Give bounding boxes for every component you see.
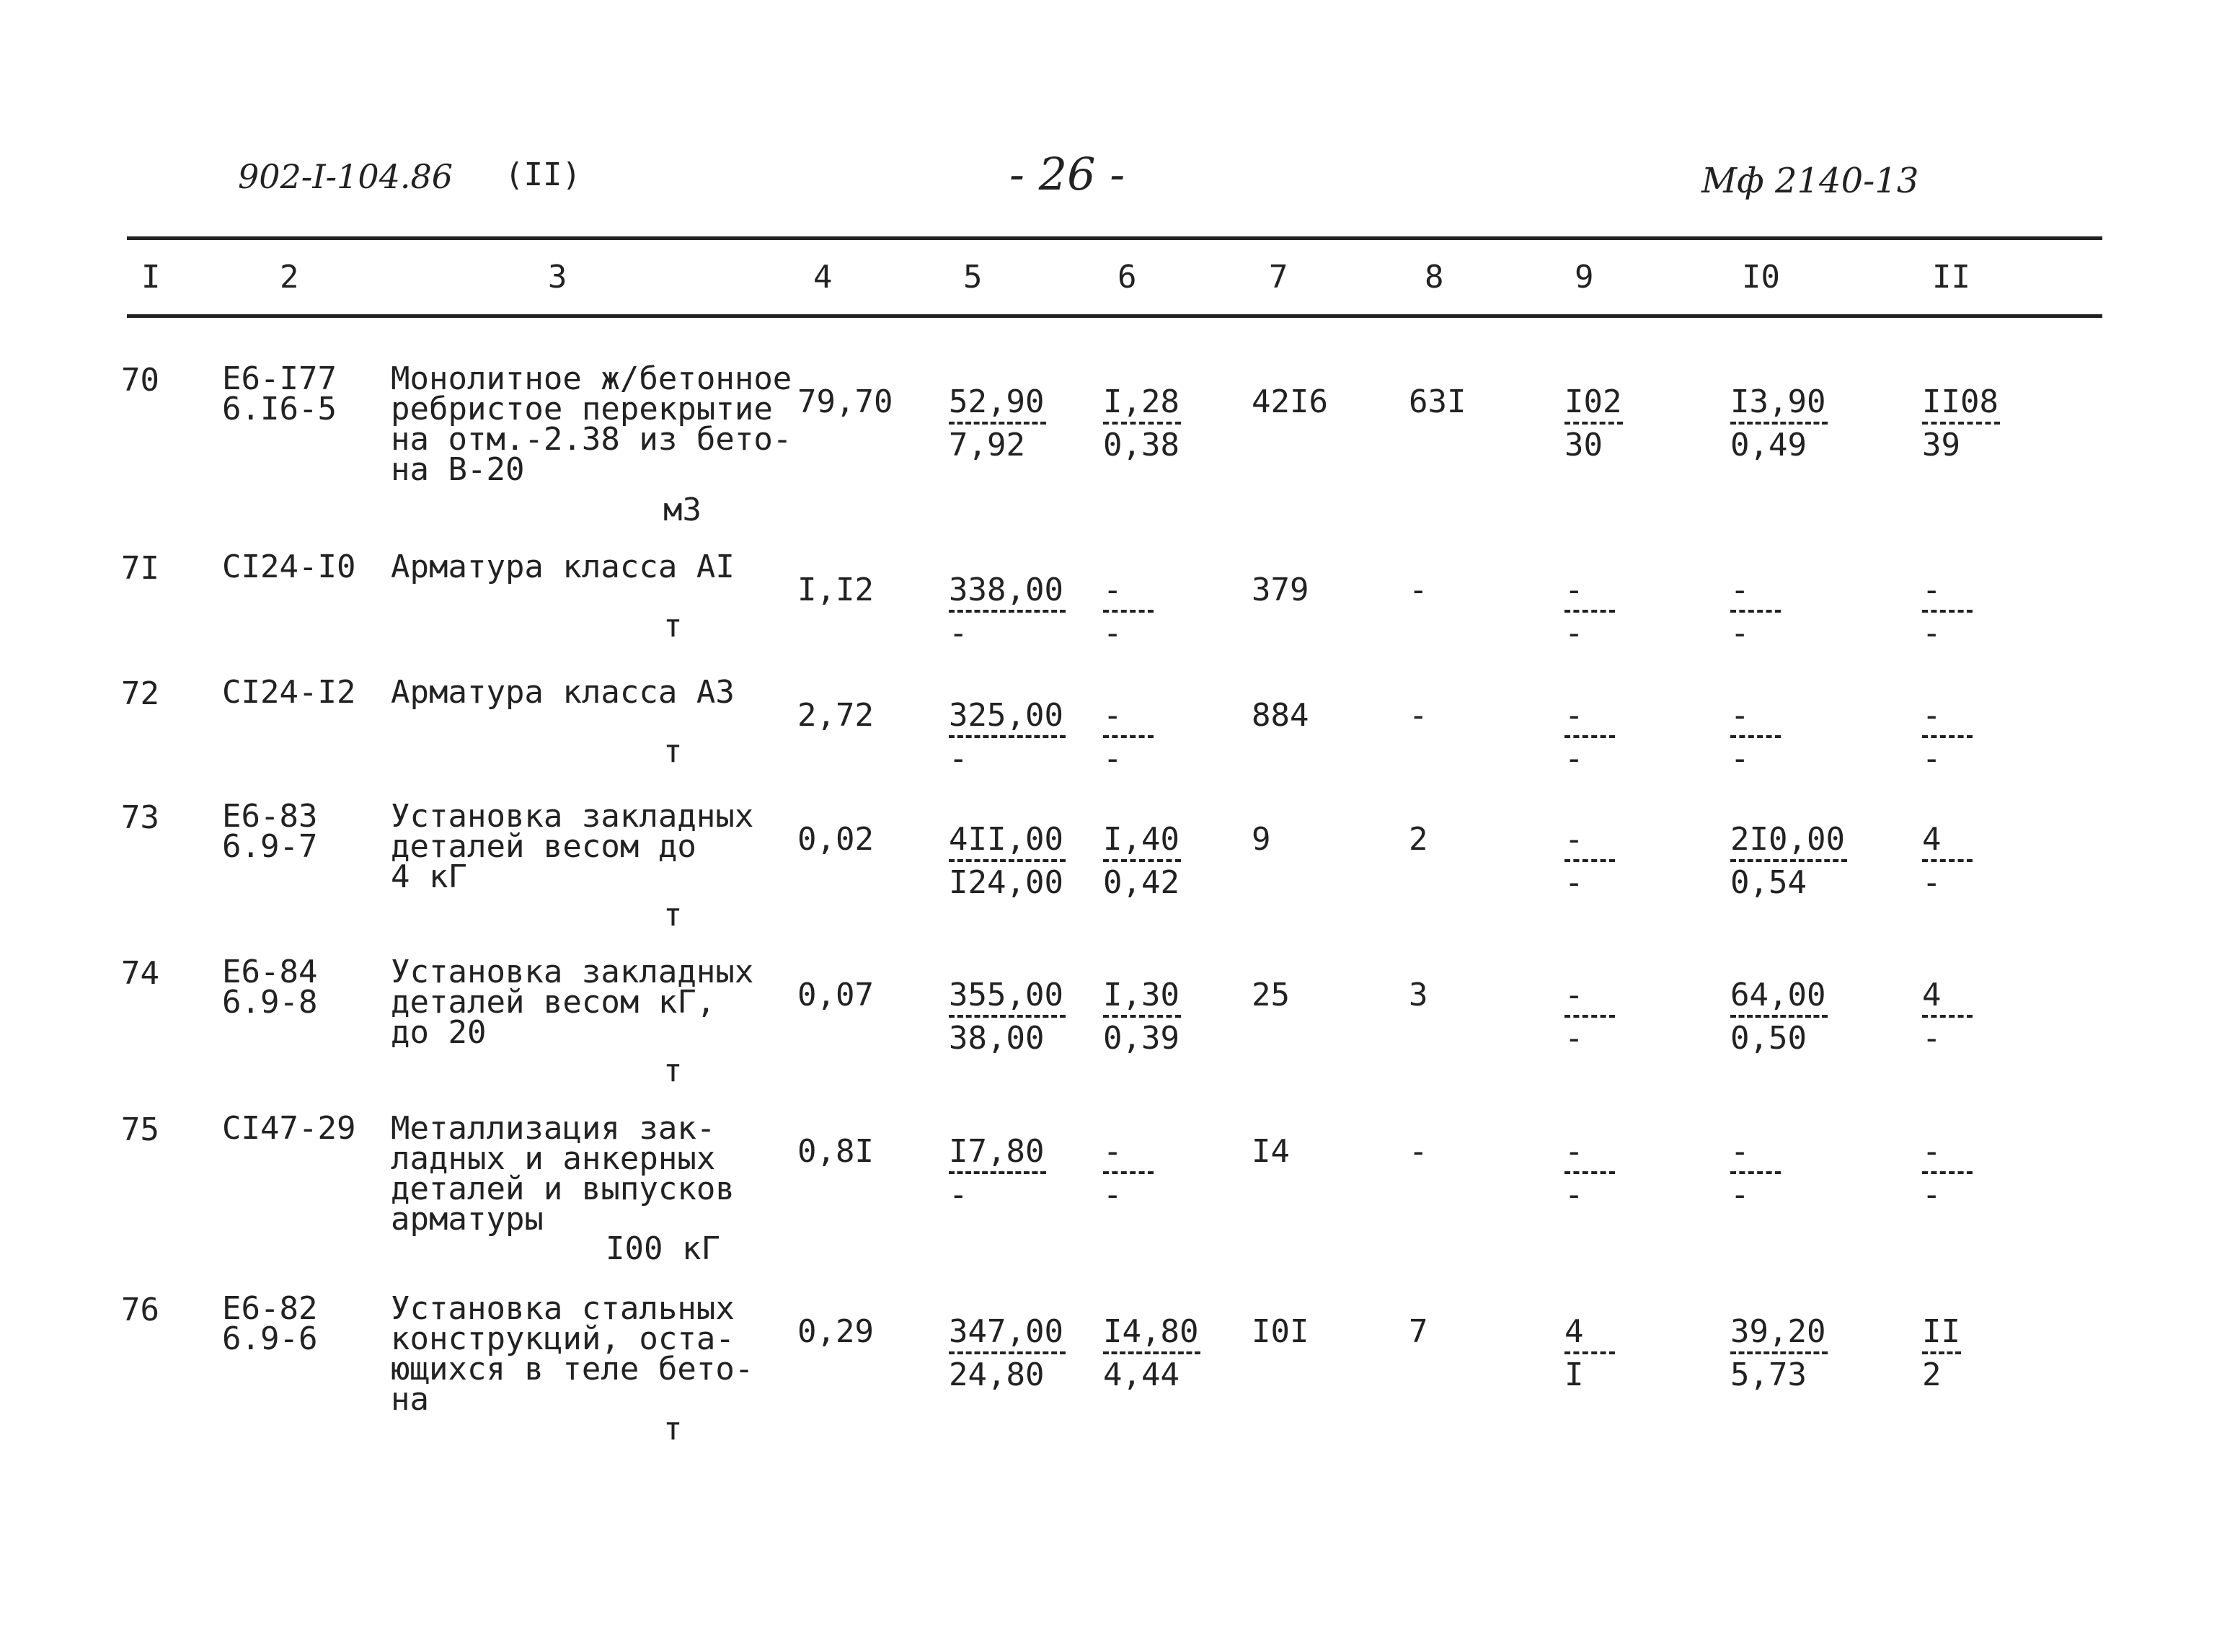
labor-cost-divider [1730, 1351, 1828, 1354]
labor-cost-denominator: - [1730, 1176, 1750, 1213]
total-labor-numerator: 4 [1922, 977, 1942, 1013]
machine-operation-divider [1564, 610, 1615, 613]
total-labor [1922, 574, 1973, 650]
labor-cost [1730, 823, 1847, 900]
column-header: I [141, 259, 161, 296]
norm-code: Е6-84 6.9-8 [222, 954, 318, 1021]
column-header: 2 [280, 259, 299, 296]
quantity: I,I2 [797, 572, 874, 608]
top-rule [127, 236, 2102, 240]
wages-divider [1103, 1351, 1200, 1354]
unit-cost [949, 383, 1046, 463]
machine-operation [1564, 699, 1615, 776]
total-labor-numerator: - [1922, 1133, 1942, 1170]
unit-cost-divider [949, 422, 1046, 425]
unit-cost [949, 1135, 1046, 1212]
unit-cost-numerator: 325,00 [949, 697, 1063, 734]
unit-cost-numerator: 4II,00 [949, 821, 1063, 858]
labor-cost-numerator: - [1730, 572, 1750, 608]
quantity: 0,8I [797, 1133, 874, 1170]
labor-cost-denominator: - [1730, 740, 1750, 777]
total-labor [1922, 979, 1973, 1055]
total-wages: - [1409, 1133, 1428, 1170]
quantity: 79,70 [797, 383, 893, 420]
work-description: Металлизация зак- ладных и анкерных деталей и выпусков арматуры [391, 1110, 735, 1238]
machine-operation [1564, 979, 1615, 1055]
labor-cost [1730, 1315, 1828, 1392]
wages-divider [1103, 1171, 1154, 1174]
labor-cost [1730, 1135, 1781, 1212]
labor-cost-numerator: 2I0,00 [1730, 821, 1845, 858]
unit-cost-denominator: - [949, 740, 968, 777]
total-cost: I0I [1252, 1313, 1309, 1350]
wages-divider [1103, 610, 1154, 613]
total-labor-denominator: - [1922, 1176, 1942, 1213]
quantity: 2,72 [797, 697, 874, 734]
work-description: Установка закладных деталей весом кГ, до 20 [391, 954, 754, 1051]
total-cost: 9 [1252, 821, 1271, 858]
unit-cost-divider [949, 610, 1066, 613]
labor-cost-denominator: 0,54 [1730, 864, 1807, 901]
machine-operation-numerator: I02 [1564, 383, 1622, 420]
machine-operation-divider [1564, 1015, 1615, 1018]
unit-cost-denominator: 38,00 [949, 1020, 1045, 1057]
wages-numerator: I,40 [1103, 821, 1179, 858]
row-number: 76 [121, 1292, 159, 1328]
norm-code: Е6-I77 6.I6-5 [222, 360, 337, 427]
unit-cost [949, 574, 1066, 650]
wages-divider [1103, 735, 1154, 738]
machine-operation-denominator: I [1564, 1356, 1584, 1393]
wages-numerator: I4,80 [1103, 1313, 1199, 1350]
total-cost: 42I6 [1252, 383, 1328, 420]
labor-cost-divider [1730, 859, 1847, 862]
total-labor-divider [1922, 422, 2000, 425]
total-labor-numerator: - [1922, 572, 1942, 608]
total-labor-divider [1922, 610, 1973, 613]
unit-cost-divider [949, 1351, 1066, 1354]
column-header: 4 [813, 259, 833, 296]
quantity: 0,29 [797, 1313, 874, 1350]
wages [1103, 383, 1181, 463]
total-labor-denominator: - [1922, 1020, 1942, 1057]
wages-numerator: - [1103, 572, 1123, 608]
unit-cost-divider [949, 735, 1066, 738]
column-header: 3 [548, 259, 567, 296]
machine-operation-divider [1564, 422, 1623, 425]
machine-operation-denominator: 30 [1564, 427, 1603, 463]
unit-cost-numerator: 52,90 [949, 383, 1045, 420]
total-labor-numerator: II [1922, 1313, 1960, 1350]
labor-cost-divider [1730, 1015, 1828, 1018]
total-cost: I4 [1252, 1133, 1290, 1170]
column-header: 7 [1269, 259, 1288, 296]
wages-denominator: 4,44 [1103, 1356, 1179, 1393]
wages [1103, 1135, 1154, 1212]
total-labor-denominator: 39 [1922, 427, 1960, 463]
machine-operation-numerator: - [1564, 572, 1584, 608]
unit-cost-denominator: - [949, 615, 968, 652]
total-labor [1922, 383, 2000, 463]
row-number: 74 [121, 955, 159, 992]
total-labor [1922, 699, 1973, 776]
total-labor [1922, 823, 1973, 900]
column-header: I0 [1742, 259, 1780, 296]
total-wages: 7 [1409, 1313, 1428, 1350]
wages-denominator: 0,38 [1103, 427, 1179, 463]
total-labor-divider [1922, 1015, 1973, 1018]
labor-cost-divider [1730, 610, 1781, 613]
machine-operation-divider [1564, 1351, 1615, 1354]
wages-divider [1103, 859, 1181, 862]
wages [1103, 979, 1181, 1055]
document-code: 902-I-104.86 [238, 157, 453, 196]
wages-denominator: - [1103, 740, 1123, 777]
wages-numerator: - [1103, 1133, 1123, 1170]
unit-cost-numerator: 338,00 [949, 572, 1063, 608]
labor-cost-numerator: - [1730, 1133, 1750, 1170]
work-description: Арматура класса А3 [391, 674, 735, 711]
work-description: Установка закладных деталей весом до 4 кГ [391, 798, 754, 895]
norm-code: Е6-82 6.9-6 [222, 1290, 318, 1357]
total-wages: - [1409, 572, 1428, 608]
quantity: 0,02 [797, 821, 874, 858]
unit-cost [949, 823, 1066, 900]
norm-code: Е6-83 6.9-7 [222, 798, 318, 865]
total-wages: 2 [1409, 821, 1428, 858]
wages-divider [1103, 422, 1181, 425]
unit-cost-denominator: I24,00 [949, 864, 1063, 901]
machine-operation [1564, 1135, 1615, 1212]
total-labor-divider [1922, 1171, 1973, 1174]
header-bottom-rule [127, 314, 2102, 318]
machine-operation-denominator: - [1564, 615, 1584, 652]
norm-code: СI24-I2 [222, 674, 356, 711]
labor-cost-denominator: 5,73 [1730, 1356, 1807, 1393]
machine-operation-denominator: - [1564, 864, 1584, 901]
unit-cost-divider [949, 1015, 1066, 1018]
machine-operation [1564, 1315, 1615, 1392]
wages [1103, 823, 1181, 900]
unit-cost [949, 1315, 1066, 1392]
total-labor [1922, 1135, 1973, 1212]
quantity: 0,07 [797, 977, 874, 1013]
total-labor-denominator: - [1922, 740, 1942, 777]
wages [1103, 1315, 1200, 1392]
labor-cost-numerator: 39,20 [1730, 1313, 1826, 1350]
unit-of-measure: I00 кГ [606, 1230, 720, 1267]
unit-of-measure: т [663, 608, 683, 644]
total-labor-divider [1922, 859, 1973, 862]
wages [1103, 574, 1154, 650]
total-labor-numerator: 4 [1922, 821, 1942, 858]
total-wages: 3 [1409, 977, 1428, 1013]
unit-of-measure: м3 [663, 492, 701, 528]
norm-code: СI47-29 [222, 1110, 356, 1147]
total-cost: 884 [1252, 697, 1309, 734]
row-number: 70 [121, 362, 159, 399]
column-header: 8 [1425, 259, 1444, 296]
document-part: (II) [505, 156, 581, 193]
total-labor-numerator: II08 [1922, 383, 1999, 420]
wages-numerator: - [1103, 697, 1123, 734]
unit-cost-numerator: 355,00 [949, 977, 1063, 1013]
total-labor-denominator: - [1922, 864, 1942, 901]
total-labor-denominator: 2 [1922, 1356, 1942, 1393]
machine-operation-denominator: - [1564, 740, 1584, 777]
machine-operation-denominator: - [1564, 1176, 1584, 1213]
unit-of-measure: т [663, 897, 683, 933]
work-description: Установка стальных конструкций, оста- ющихся в теле бето- на [391, 1290, 754, 1418]
norm-code: СI24-I0 [222, 549, 356, 585]
total-labor-divider [1922, 1351, 1961, 1354]
machine-operation-numerator: 4 [1564, 1313, 1584, 1350]
column-header: 9 [1575, 259, 1594, 296]
work-description: Монолитное ж/бетонное ребристое перекрытие на отм.-2.38 из бето- на В-20 [391, 360, 792, 488]
total-labor [1922, 1315, 1961, 1392]
column-header: 6 [1117, 259, 1137, 296]
unit-cost [949, 699, 1066, 776]
unit-of-measure: т [663, 1052, 683, 1089]
labor-cost-denominator: - [1730, 615, 1750, 652]
labor-cost [1730, 383, 1828, 463]
total-labor-numerator: - [1922, 697, 1942, 734]
total-cost: 25 [1252, 977, 1290, 1013]
row-number: 73 [121, 799, 159, 836]
unit-cost-denominator: 24,80 [949, 1356, 1045, 1393]
labor-cost [1730, 699, 1781, 776]
wages-denominator: - [1103, 1176, 1123, 1213]
total-wages: - [1409, 697, 1428, 734]
wages-denominator: 0,39 [1103, 1020, 1179, 1057]
row-number: 72 [121, 675, 159, 712]
machine-operation-numerator: - [1564, 697, 1584, 734]
labor-cost [1730, 574, 1781, 650]
unit-cost-denominator: - [949, 1176, 968, 1213]
unit-of-measure: т [663, 1411, 683, 1447]
machine-operation-numerator: - [1564, 1133, 1584, 1170]
wages-numerator: I,30 [1103, 977, 1179, 1013]
unit-cost-numerator: 347,00 [949, 1313, 1063, 1350]
wages-divider [1103, 1015, 1181, 1018]
wages-numerator: I,28 [1103, 383, 1179, 420]
unit-cost-numerator: I7,80 [949, 1133, 1045, 1170]
machine-operation-numerator: - [1564, 977, 1584, 1013]
machine-operation [1564, 823, 1615, 900]
labor-cost [1730, 979, 1828, 1055]
machine-operation-divider [1564, 735, 1615, 738]
labor-cost-numerator: 64,00 [1730, 977, 1826, 1013]
wages [1103, 699, 1154, 776]
total-cost: 379 [1252, 572, 1309, 608]
total-labor-denominator: - [1922, 615, 1942, 652]
machine-operation-numerator: - [1564, 821, 1584, 858]
column-header: 5 [963, 259, 983, 296]
unit-cost [949, 979, 1066, 1055]
labor-cost-numerator: - [1730, 697, 1750, 734]
machine-operation-divider [1564, 859, 1615, 862]
unit-of-measure: т [663, 733, 683, 770]
total-labor-divider [1922, 735, 1973, 738]
labor-cost-divider [1730, 1171, 1781, 1174]
unit-cost-divider [949, 1171, 1046, 1174]
machine-operation-denominator: - [1564, 1020, 1584, 1057]
unit-cost-divider [949, 859, 1066, 862]
wages-denominator: 0,42 [1103, 864, 1179, 901]
document-reference: Мф 2140-13 [1701, 161, 1919, 201]
labor-cost-divider [1730, 422, 1828, 425]
machine-operation [1564, 574, 1615, 650]
labor-cost-denominator: 0,49 [1730, 427, 1807, 463]
unit-cost-denominator: 7,92 [949, 427, 1025, 463]
row-number: 7I [121, 550, 159, 587]
machine-operation-divider [1564, 1171, 1615, 1174]
wages-denominator: - [1103, 615, 1123, 652]
page-number: - 26 - [1009, 148, 1125, 200]
labor-cost-numerator: I3,90 [1730, 383, 1826, 420]
total-wages: 63I [1409, 383, 1466, 420]
labor-cost-denominator: 0,50 [1730, 1020, 1807, 1057]
labor-cost-divider [1730, 735, 1781, 738]
machine-operation [1564, 383, 1623, 463]
work-description: Арматура класса АI [391, 549, 735, 585]
column-header: II [1932, 259, 1970, 296]
row-number: 75 [121, 1111, 159, 1148]
